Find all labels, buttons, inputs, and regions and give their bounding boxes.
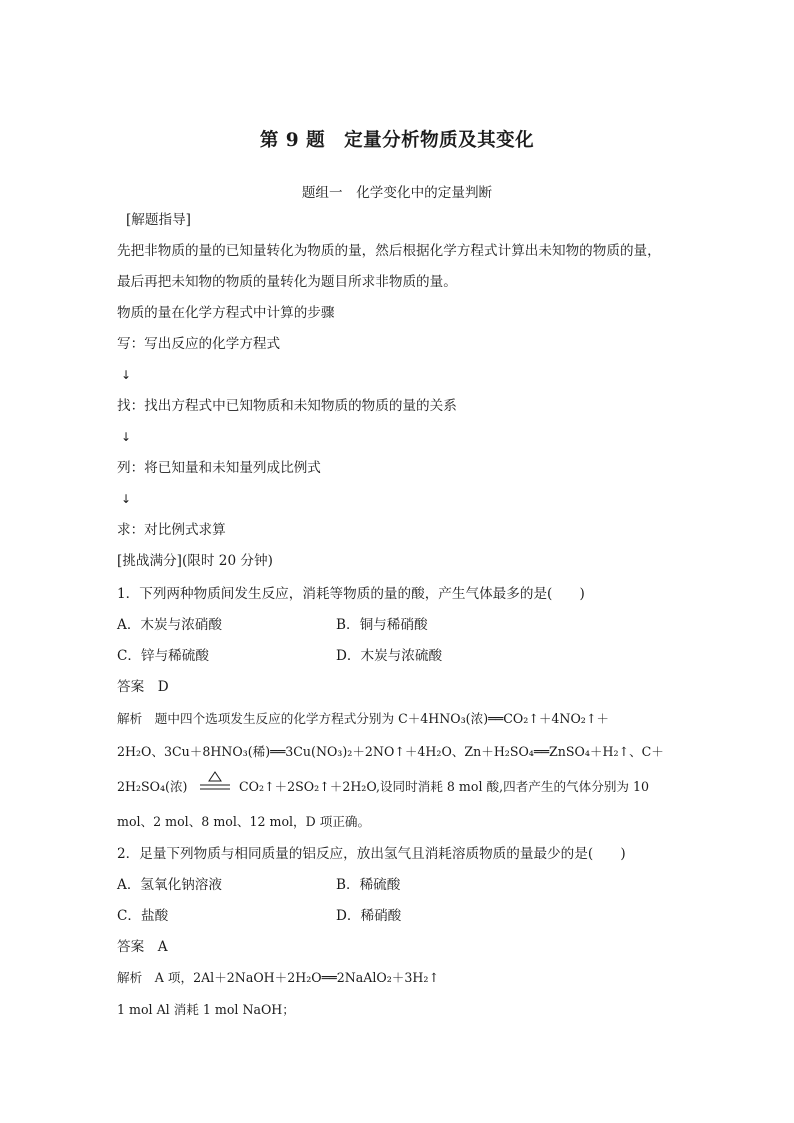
step-find: 找：找出方程式中已知物质和未知物质的物质的量的关系 (117, 398, 457, 414)
question-1-explanation-line-1: 解析 题中四个选项发生反应的化学方程式分别为 C＋4HNO₃(浓)══CO₂↑＋4NO₂↑＋ (117, 711, 609, 726)
heating-equals-sign-icon (198, 770, 232, 796)
guide-paragraph-2: 最后再把未知物的物质的量转化为题目所求非物质的量。 (117, 274, 457, 290)
question-1-option-c: C．锌与稀硫酸 (117, 648, 209, 664)
question-2-stem: 2．足量下列物质与相同质量的铝反应，放出氢气且消耗溶质物质的量最少的是( ) (117, 846, 626, 862)
down-arrow-icon: ↓ (121, 492, 132, 506)
question-1-option-a: A．木炭与浓硝酸 (117, 617, 222, 633)
steps-title: 物质的量在化学方程式中计算的步骤 (117, 305, 335, 321)
down-arrow-icon: ↓ (121, 430, 132, 444)
question-2-option-a: A．氢氧化钠溶液 (117, 877, 222, 893)
step-list: 列：将已知量和未知量列成比例式 (117, 460, 321, 476)
question-2-option-c: C．盐酸 (117, 908, 169, 924)
question-1-explanation-line-3b: CO₂↑＋2SO₂↑＋2H₂O,设同时消耗 8 mol 酸,四者产生的气体分别为 10 (239, 779, 650, 794)
step-write: 写：写出反应的化学方程式 (117, 336, 281, 352)
question-1-answer: 答案 D (117, 679, 169, 695)
section-subtitle: 题组一 化学变化中的定量判断 (301, 185, 493, 201)
question-2-option-b: B．稀硫酸 (336, 877, 401, 893)
question-2-explanation-line-2: 1 mol Al 消耗 1 mol NaOH； (117, 1002, 295, 1017)
question-1-explanation-line-4: mol、2 mol、8 mol、12 mol，D 项正确。 (117, 814, 371, 829)
challenge-label: [挑战满分](限时 20 分钟) (117, 553, 273, 569)
down-arrow-icon: ↓ (121, 368, 132, 382)
question-2-option-d: D．稀硝酸 (336, 908, 402, 924)
guide-label: [解题指导] (126, 212, 191, 228)
question-1-explanation-line-2: 2H₂O、3Cu＋8HNO₃(稀)══3Cu(NO₃)₂＋2NO↑＋4H₂O、Zn＋H₂SO₄══ZnSO₄＋H₂↑、C＋ (117, 744, 664, 759)
question-1-explanation-line-3a: 2H₂SO₄(浓) (117, 779, 188, 794)
question-2-answer: 答案 A (117, 939, 168, 955)
question-1-option-b: B．铜与稀硝酸 (336, 617, 428, 633)
guide-paragraph-1: 先把非物质的量的已知量转化为物质的量，然后根据化学方程式计算出未知物的物质的量， (117, 243, 661, 259)
question-1-option-d: D．木炭与浓硫酸 (336, 648, 443, 664)
question-2-explanation-line-1: 解析 A 项，2Al＋2NaOH＋2H₂O══2NaAlO₂＋3H₂↑ (117, 970, 439, 985)
step-solve: 求：对比例式求算 (117, 522, 226, 538)
question-1-stem: 1．下列两种物质间发生反应，消耗等物质的量的酸，产生气体最多的是( ) (117, 586, 585, 602)
page-title: 第 9 题 定量分析物质及其变化 (259, 130, 535, 151)
